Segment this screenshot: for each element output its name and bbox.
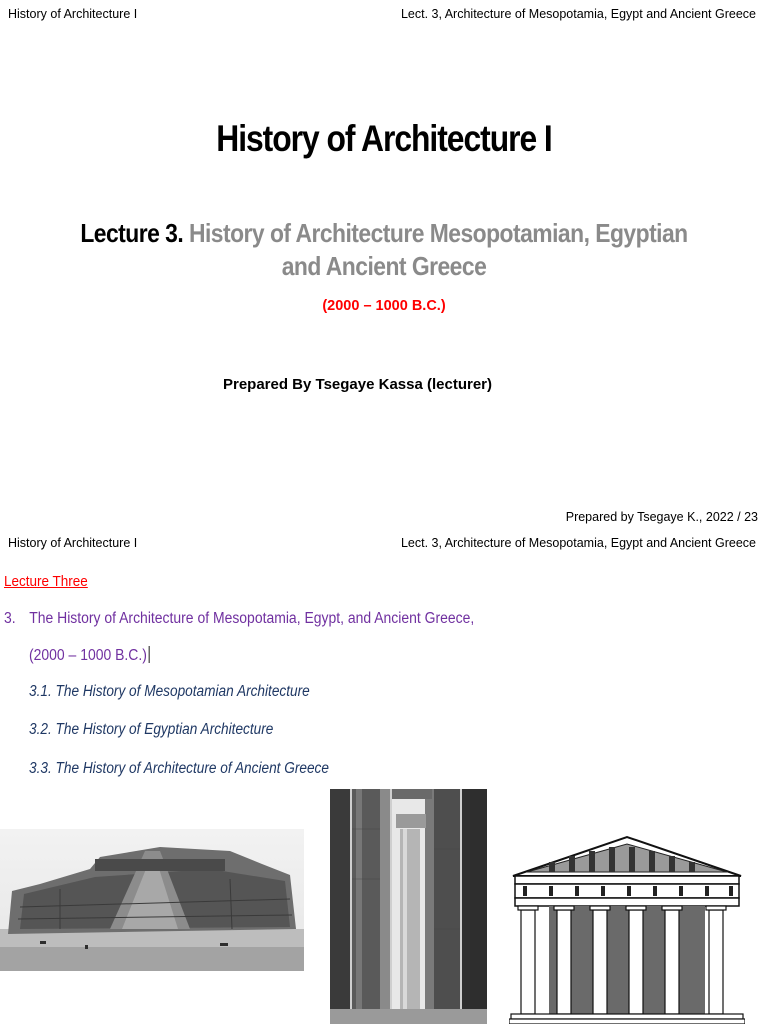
outline-item-date-text: (2000 – 1000 B.C.)	[29, 647, 147, 664]
lecture-title: History of Architecture Mesopotamian, Egyptian and Ancient Greece	[188, 218, 688, 281]
slide-page-2	[0, 530, 768, 1024]
date-range: (2000 – 1000 B.C.)	[322, 298, 446, 314]
outline-item-date	[29, 646, 150, 665]
header-right: Lect. 3, Architecture of Mesopotamia, Egypt and Ancient Greece	[400, 536, 756, 550]
header-right: Lect. 3, Architecture of Mesopotamia, Egypt and Ancient Greece	[400, 7, 756, 21]
lecture-label: Lecture 3.	[80, 218, 184, 248]
lecture-three-heading: Lecture Three	[4, 573, 88, 590]
subitem-3-3: 3.3. The History of Architecture of Ancient Greece	[29, 760, 329, 777]
header-left: History of Architecture I	[8, 536, 138, 550]
subitem-3-2: 3.2. The History of Egyptian Architecture	[29, 721, 274, 738]
prepared-by: Prepared By Tsegaye Kassa (lecturer)	[222, 376, 493, 393]
outline-item-number: 3.	[4, 610, 16, 627]
main-title: History of Architecture I	[216, 118, 552, 159]
text-cursor	[149, 646, 150, 663]
outline-item-3	[4, 610, 474, 628]
subitem-3-1: 3.1. The History of Mesopotamian Architecture	[29, 683, 310, 700]
hypostyle-columns-photo	[330, 789, 487, 1024]
slide-footer: Prepared by Tsegaye K., 2022 / 23	[565, 510, 758, 524]
ziggurat-photo	[0, 829, 304, 971]
header-left: History of Architecture I	[8, 7, 138, 21]
greek-temple-drawing	[509, 834, 745, 1024]
outline-item-title: The History of Architecture of Mesopotamia, Egypt, and Ancient Greece,	[29, 610, 475, 627]
lecture-heading	[72, 217, 695, 283]
